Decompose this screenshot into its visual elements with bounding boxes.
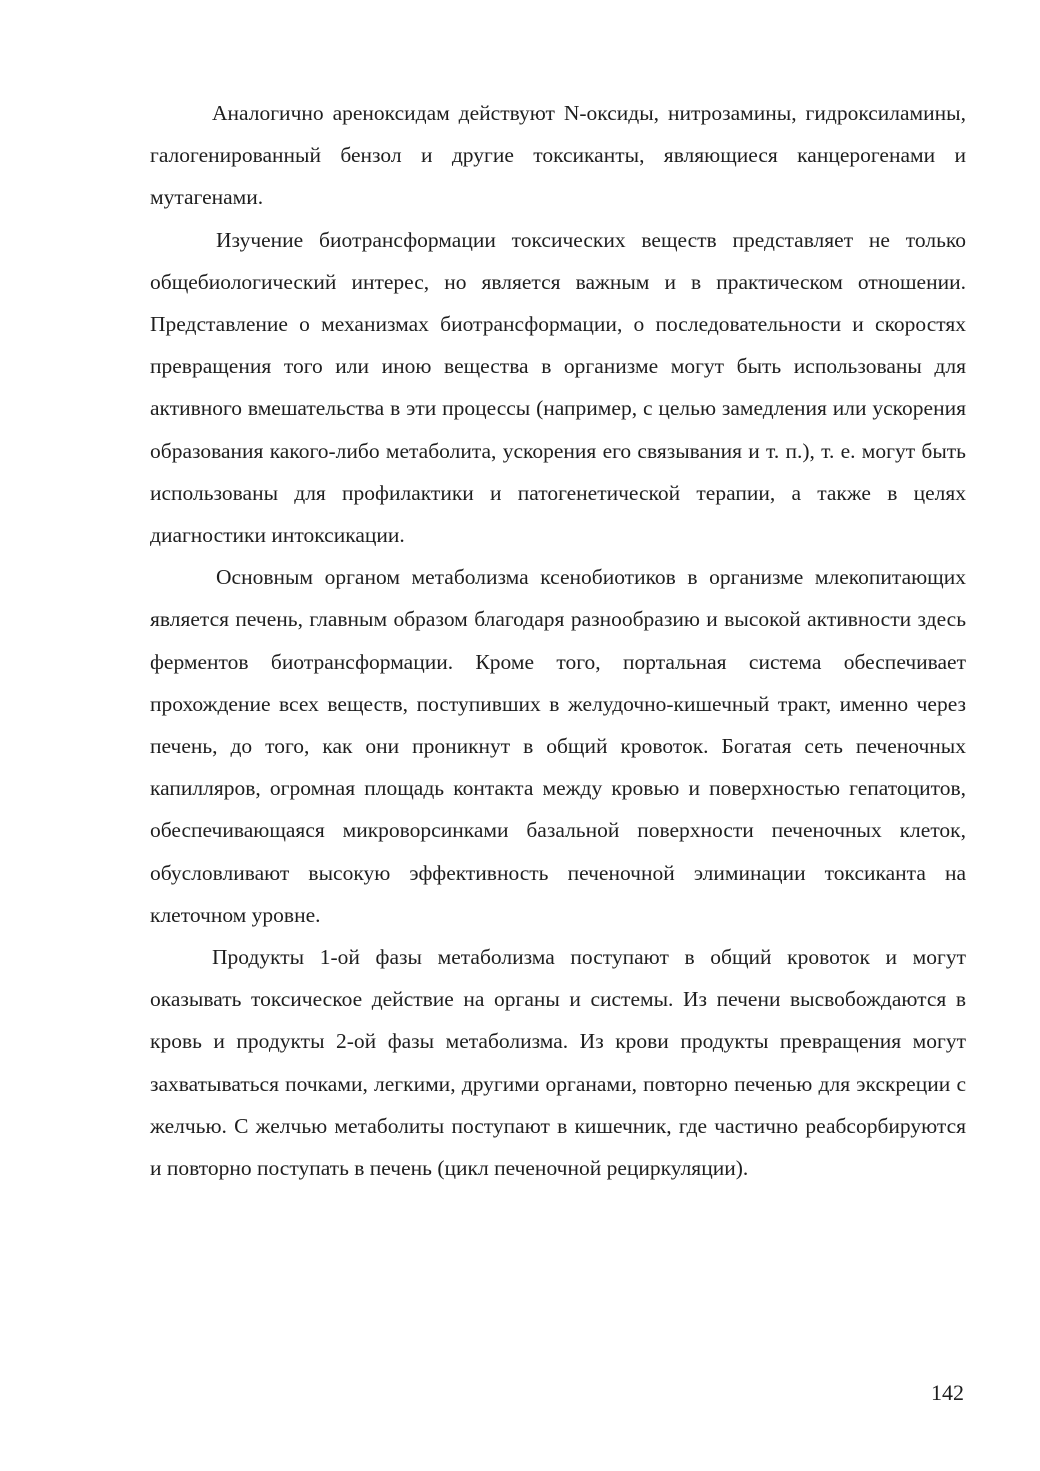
paragraph-1: Аналогично ареноксидам действуют N-оксиды, нитрозамины, гидроксиламины, галогенированный бензол и другие токсиканты, являющиеся канцерогенами и мутагенами.	[150, 101, 966, 210]
paragraph-3: Основным органом метаболизма ксенобиотиков в организме млекопитающих является печень, главным образом благодаря разнообразию и высокой активности здесь ферментов биотрансформации. Кроме того, портальная система обеспечивает прохождение всех веществ, поступивших в желудочно-кишечный тракт, именно через печень, до того, как они проникнут в общий кровоток. Богатая сеть печеночных капилляров, огромная площадь контакта между кровью и поверхностью гепатоцитов, обеспечивающаяся микроворсинками базальной поверхности печеночных клеток, обусловливают высокую эффективность печеночной элиминации токсиканта на клеточном уровне.	[150, 565, 966, 927]
paragraph-2: Изучение биотрансформации токсических веществ представляет не только общебиологический интерес, но является важным и в практическом отношении. Представление о механизмах биотрансформации, о последовательности и скоростях превращения того или иною вещества в организме могут быть использованы для активного вмешательства в эти процессы (например, с целью замедления или ускорения образования какого-либо метаболита, ускорения его связывания и т. п.), т. е. могут быть использованы для профилактики и патогенетической терапии, а также в целях диагностики интоксикации.	[150, 227, 966, 548]
paragraph-4: Продукты 1-ой фазы метаболизма поступают в общий кровоток и могут оказывать токсическое действие на органы и системы. Из печени высвобождаются в кровь и продукты 2-ой фазы метаболизма. Из крови продукты превращения могут захватываться почками, легкими, другими органами, повторно печенью для экскреции с желчью. С желчью метаболиты поступают в кишечник, где частично реабсорбируются и повторно поступать в печень (цикл печеночной рециркуляции).	[150, 945, 966, 1181]
page-number: 142	[931, 1380, 964, 1405]
body-text	[150, 92, 966, 1189]
